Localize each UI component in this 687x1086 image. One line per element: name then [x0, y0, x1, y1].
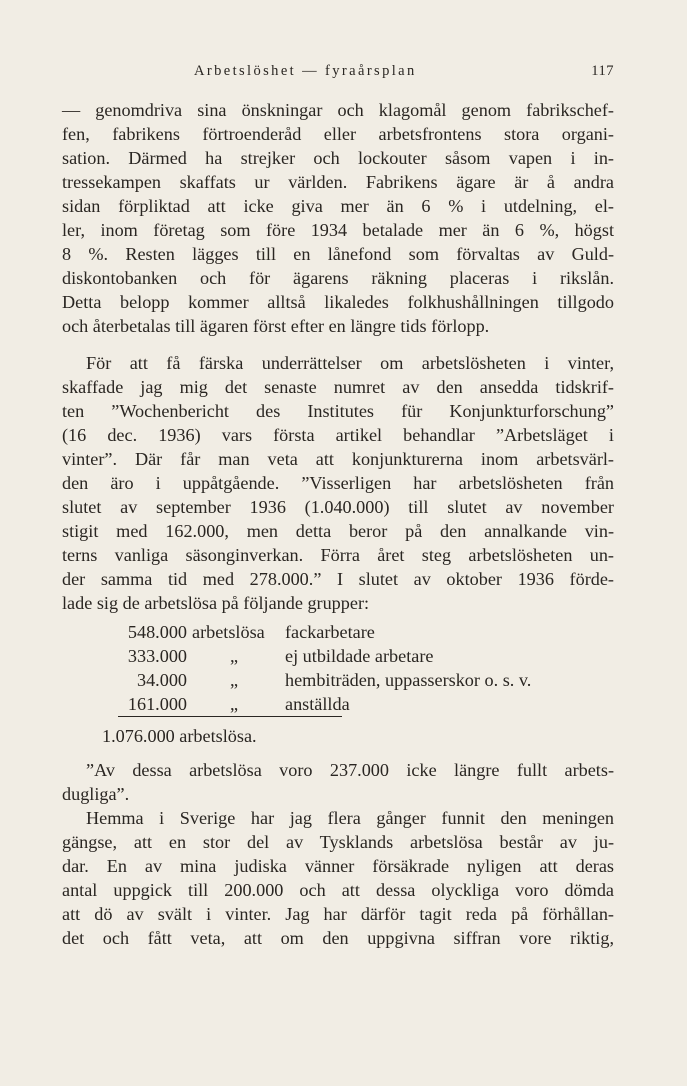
table-number: 161.000: [127, 694, 187, 714]
text-line: tressekampen skaffats ur världen. Fabrikens ägare är å andra: [62, 172, 614, 192]
text-line: terns vanliga säsonginverkan. Förra året steg arbetslösheten un-: [62, 545, 614, 565]
table-number: 34.000: [136, 670, 187, 690]
sum-rule: [118, 716, 342, 717]
text-line: fen, fabrikens förtroenderåd eller arbetsfrontens stora organi-: [62, 124, 614, 144]
text-line: För att få färska underrättelser om arbetslösheten i vinter,: [86, 353, 614, 373]
table-mark: arbetslösa: [192, 622, 265, 642]
ditto-mark: „: [230, 646, 239, 666]
table-number: 548.000: [127, 622, 187, 642]
text-line: (16 dec. 1936) vars första artikel behandlar ”Arbetsläget i: [62, 425, 614, 445]
ditto-mark: „: [230, 694, 239, 714]
table-total: 1.076.000 arbetslösa.: [102, 726, 257, 746]
text-line: det och fått veta, att om den uppgivna siffran vore riktig,: [62, 928, 614, 948]
text-line: 8 %. Resten lägges till en lånefond som förvaltas av Guld-: [62, 244, 614, 264]
table-description: fackarbetare: [285, 622, 375, 642]
text-line: Detta belopp kommer alltså likaledes folkhushållningen tillgodo: [62, 292, 614, 312]
text-line: ”Av dessa arbetslösa voro 237.000 icke längre fullt arbets-: [86, 760, 614, 780]
text-line: gängse, att en stor del av Tysklands arbetslösa består av ju-: [62, 832, 614, 852]
table-number: 333.000: [127, 646, 187, 666]
text-line: den äro i uppåtgående. ”Visserligen har arbetslösheten från: [62, 473, 614, 493]
paragraph-2: [62, 351, 614, 615]
text-line: att dö av svält i vinter. Jag har därför tagit reda på förhållan-: [62, 904, 614, 924]
ditto-mark: „: [230, 670, 239, 690]
paragraph-1: [62, 98, 614, 338]
text-line: dugliga”.: [62, 784, 130, 804]
table-description: anställda: [285, 694, 350, 714]
text-line: stigit med 162.000, men detta beror på den annalkande vin-: [62, 521, 614, 541]
text-line: och återbetalas till ägaren först efter en längre tids förlopp.: [62, 316, 490, 336]
text-line: sidan förpliktad att icke giva mer än 6 % i utdelning, el-: [62, 196, 614, 216]
table-description: hembiträden, uppasserskor o. s. v.: [285, 670, 532, 690]
text-line: skaffade jag mig det senaste numret av den ansedda tidskrif-: [62, 377, 614, 397]
text-line: dar. En av mina judiska vänner försäkrade nyligen att deras: [62, 856, 614, 876]
text-line: ler, inom företag som före 1934 betalade mer än 6 %, högst: [62, 220, 614, 240]
text-line: sation. Därmed ha strejker och lockouter såsom vapen i in-: [62, 148, 614, 168]
text-line: diskontobanken och för ägarens räkning placeras i rikslån.: [62, 268, 614, 288]
text-line: slutet av september 1936 (1.040.000) till slutet av november: [62, 497, 614, 517]
text-line: antal uppgick till 200.000 och att dessa olyckliga voro dömda: [62, 880, 614, 900]
table-description: ej utbildade arbetare: [285, 646, 434, 666]
text-line: ten ”Wochenbericht des Institutes für Konjunkturforschung”: [62, 401, 614, 421]
text-line: — genomdriva sina önskningar och klagomål genom fabrikschef-: [62, 100, 614, 120]
text-line: der samma tid med 278.000.” I slutet av oktober 1936 förde-: [62, 569, 614, 589]
page-number: 117: [591, 63, 614, 79]
paragraph-3: [62, 758, 614, 950]
text-line: vinter”. Där får man veta att konjunkturerna inom arbetsvärl-: [62, 449, 614, 469]
text-line: Hemma i Sverige har jag flera gånger funnit den meningen: [86, 808, 614, 828]
running-title: Arbetslöshet — fyraårsplan: [194, 63, 417, 79]
text-line: lade sig de arbetslösa på följande grupper:: [62, 593, 370, 613]
